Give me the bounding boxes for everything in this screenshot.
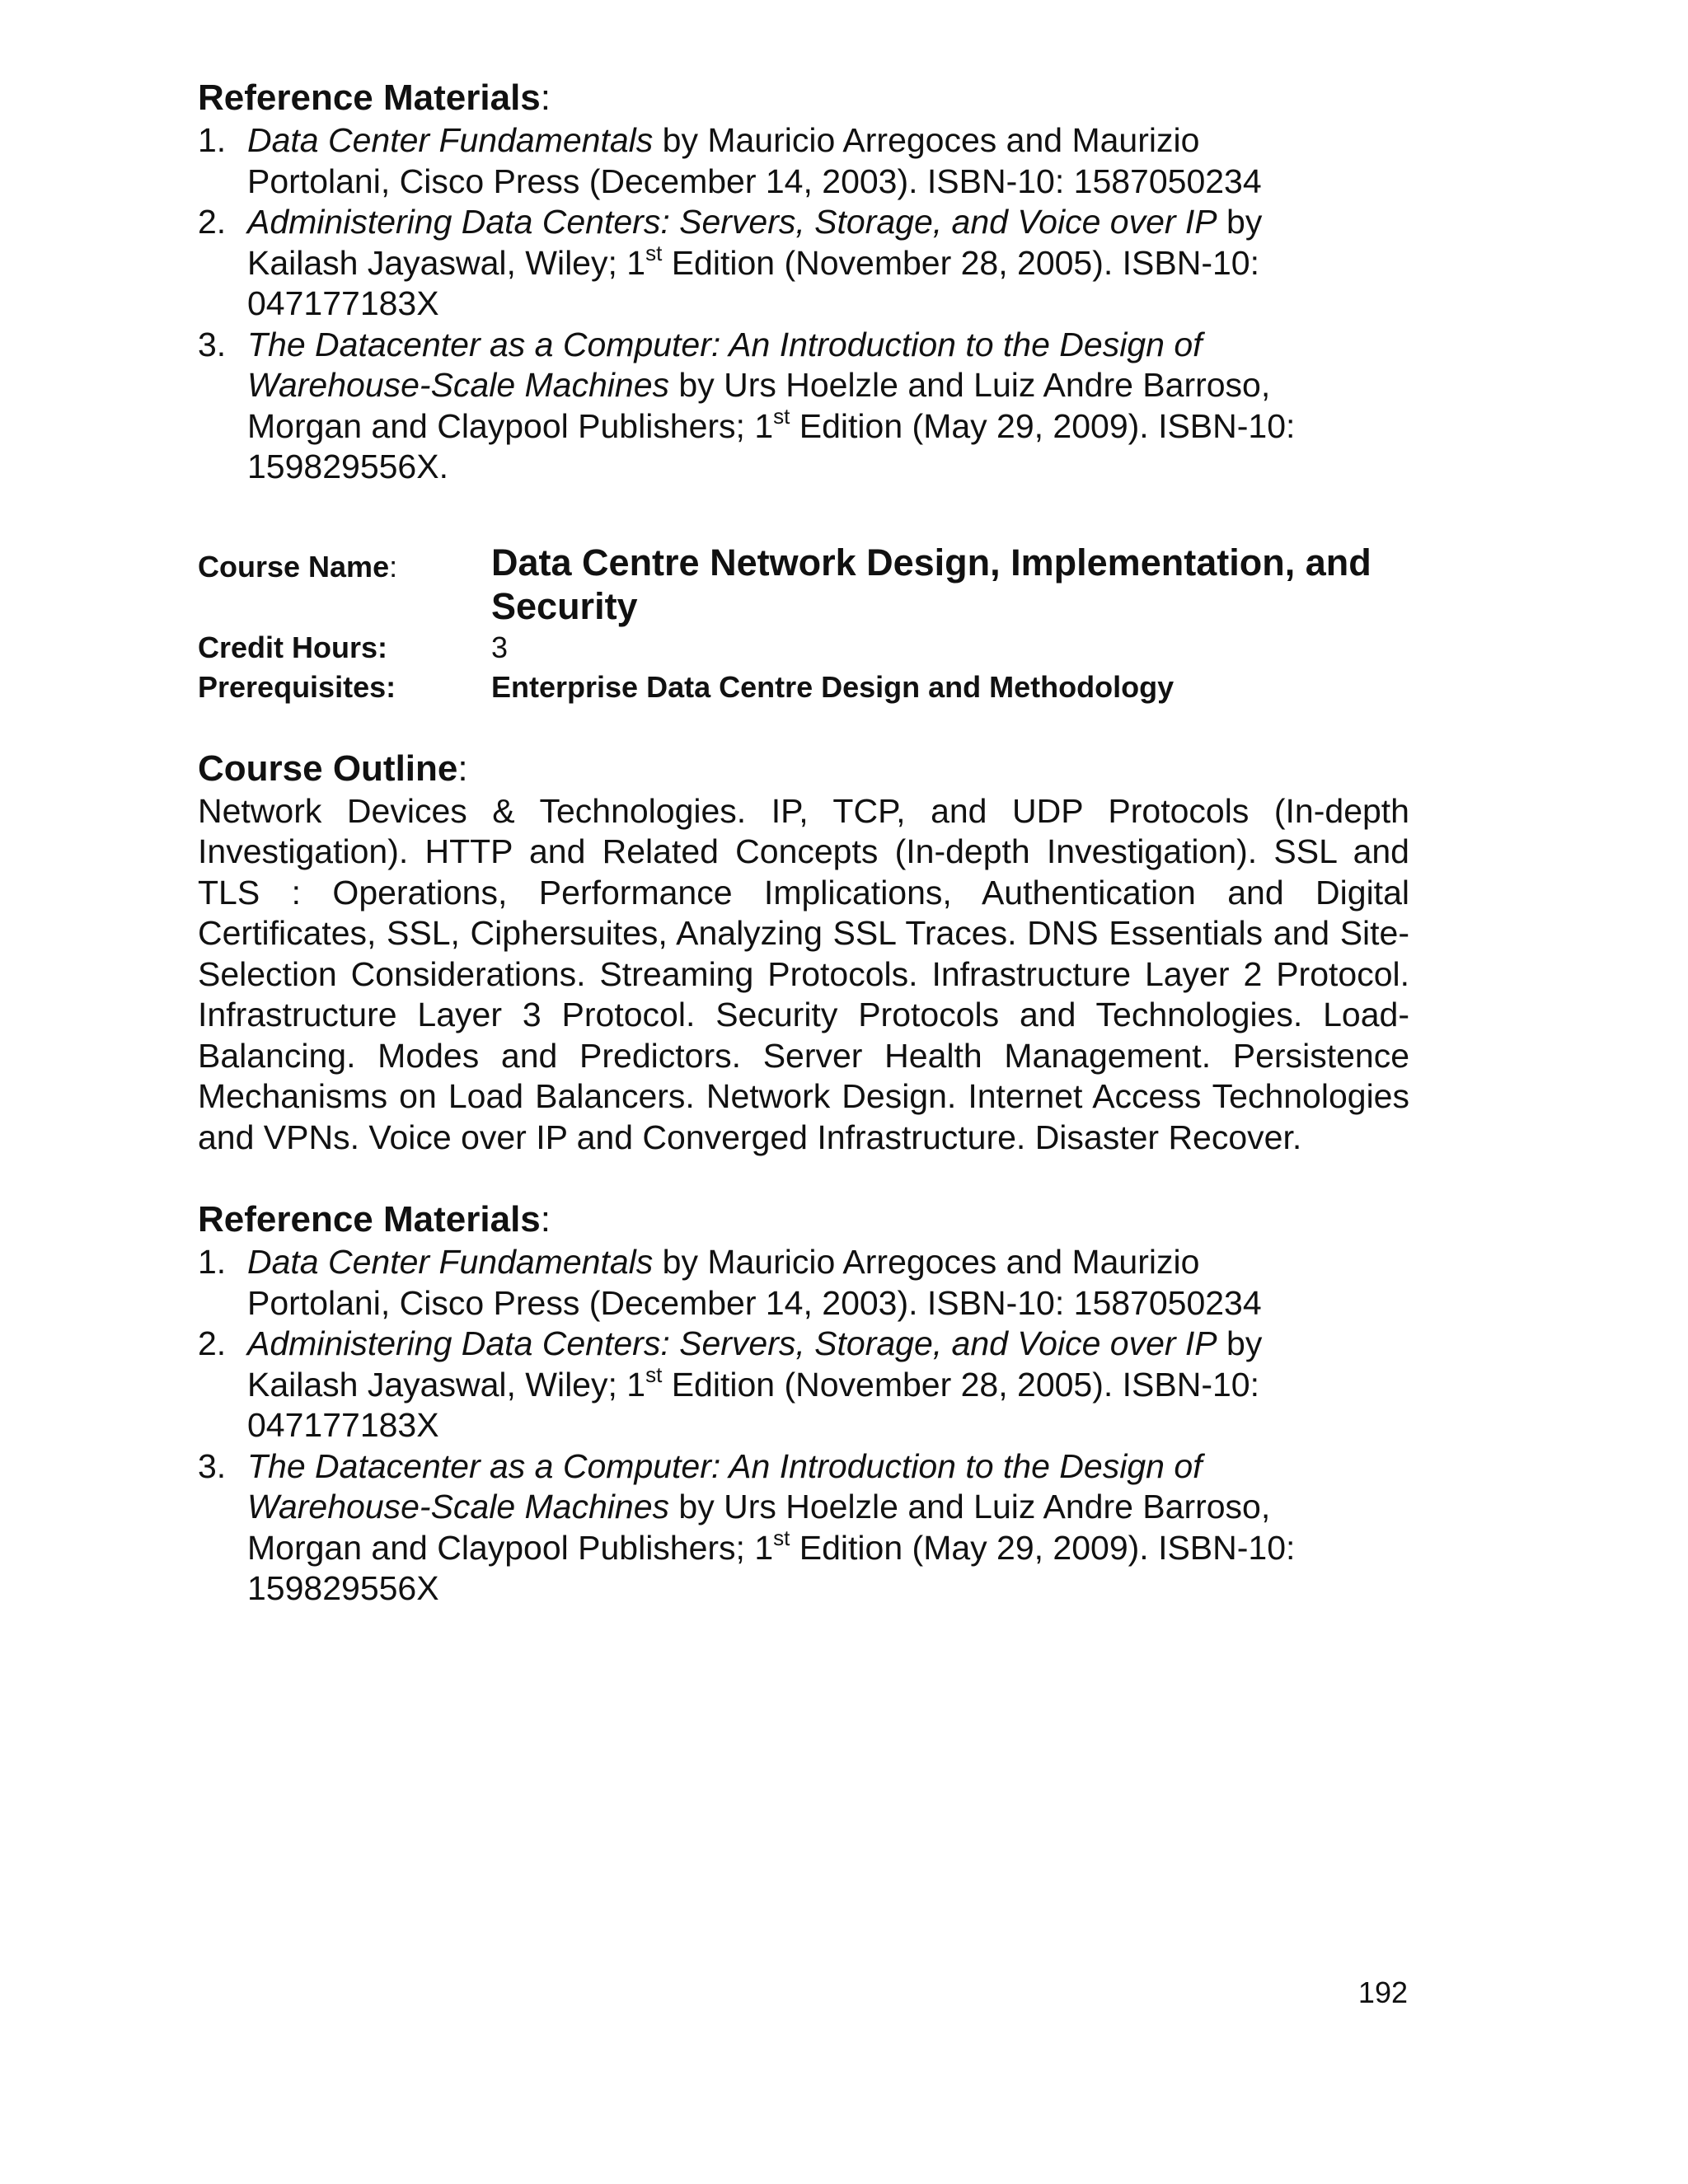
course-info-table [198,541,1409,707]
page-number: 192 [1357,1975,1408,2009]
prerequisites-label: Prerequisites: [198,669,396,704]
book-title: Warehouse-Scale Machines [247,1488,669,1526]
book-title: Administering Data Centers: Servers, Storage, and Voice over IP [247,1324,1217,1362]
credit-hours-row [198,628,1409,668]
reference-list [198,120,1409,488]
reference-item: 2. Administering Data Centers: Servers, Storage, and Voice over IP by Kailash Jayaswal, Wiley; 1st Edition (November 28, 2005). ISBN-10: 047177183X [198,1324,1263,1444]
book-title: The Datacenter as a Computer: An Introduction to the Design of [247,1446,1203,1485]
prerequisites-value: Enterprise Data Centre Design and Methodology [491,669,1175,704]
reference-item: 1. Data Center Fundamentals by Mauricio Arregoces and Maurizio Portolani, Cisco Press (December 14, 2003). ISBN-10: 1587050234 [198,1243,1262,1322]
credit-hours-label: Credit Hours: [198,630,388,664]
reference-item: 3. The Datacenter as a Computer: An Introduction to the Design of Warehouse-Scale Machines by Urs Hoelzle and Luiz Andre Barroso, Morgan and Claypool Publishers; 1st Edition (May 29, 2009). ISBN-10: 159829556X [198,1446,1296,1607]
book-title: The Datacenter as a Computer: An Introduction to the Design of [247,325,1203,363]
book-title: Data Center Fundamentals [247,1243,654,1281]
reference-materials-heading: Reference Materials: [198,1199,551,1240]
book-title: Administering Data Centers: Servers, Storage, and Voice over IP [247,203,1217,241]
reference-list [198,1242,1409,1610]
course-outline-heading: Course Outline: [198,748,468,789]
course-outline-text: Network Devices & Technologies. IP, TCP, and UDP Protocols (In-depth Investigation). HTTP and Related Concepts (In-depth Investigation). SSL and TLS : Operations, Performance Implications, Authentication and Digital Certificates, SSL, Ciphersuites, Analyzing SSL Traces. DNS Essentials and Site-Selection Considerations. Streaming Protocols. Infrastructure Layer 2 Protocol. Infrastructure Layer 3 Protocol. Security Protocols and Technologies. Load-Balancing. Modes and Predictors. Server Health Management. Persistence Mechanisms on Load Balancers. Network Design. Internet Access Technologies and VPNs. Voice over IP and Converged Infrastructure. Disaster Recover. [198,791,1409,1156]
reference-materials-heading: Reference Materials: [198,77,551,118]
prerequisites-row [198,668,1409,707]
credit-hours-value: 3 [491,630,509,664]
course-name-label: Course Name: [198,549,398,583]
reference-item: 1. Data Center Fundamentals by Mauricio Arregoces and Maurizio Portolani, Cisco Press (December 14, 2003). ISBN-10: 1587050234 [198,121,1262,200]
course-name-value: Data Centre Network Design, Implementation, and Security [491,541,1372,627]
book-title: Warehouse-Scale Machines [247,366,669,404]
reference-item: 3. The Datacenter as a Computer: An Introduction to the Design of Warehouse-Scale Machines by Urs Hoelzle and Luiz Andre Barroso, Morgan and Claypool Publishers; 1st Edition (May 29, 2009). ISBN-10: 159829556X. [198,325,1296,485]
reference-item: 2. Administering Data Centers: Servers, Storage, and Voice over IP by Kailash Jayaswal, Wiley; 1st Edition (November 28, 2005). ISBN-10: 047177183X [198,203,1263,322]
book-title: Data Center Fundamentals [247,121,654,159]
document-page [198,76,1409,1610]
course-name-row [198,541,1409,628]
